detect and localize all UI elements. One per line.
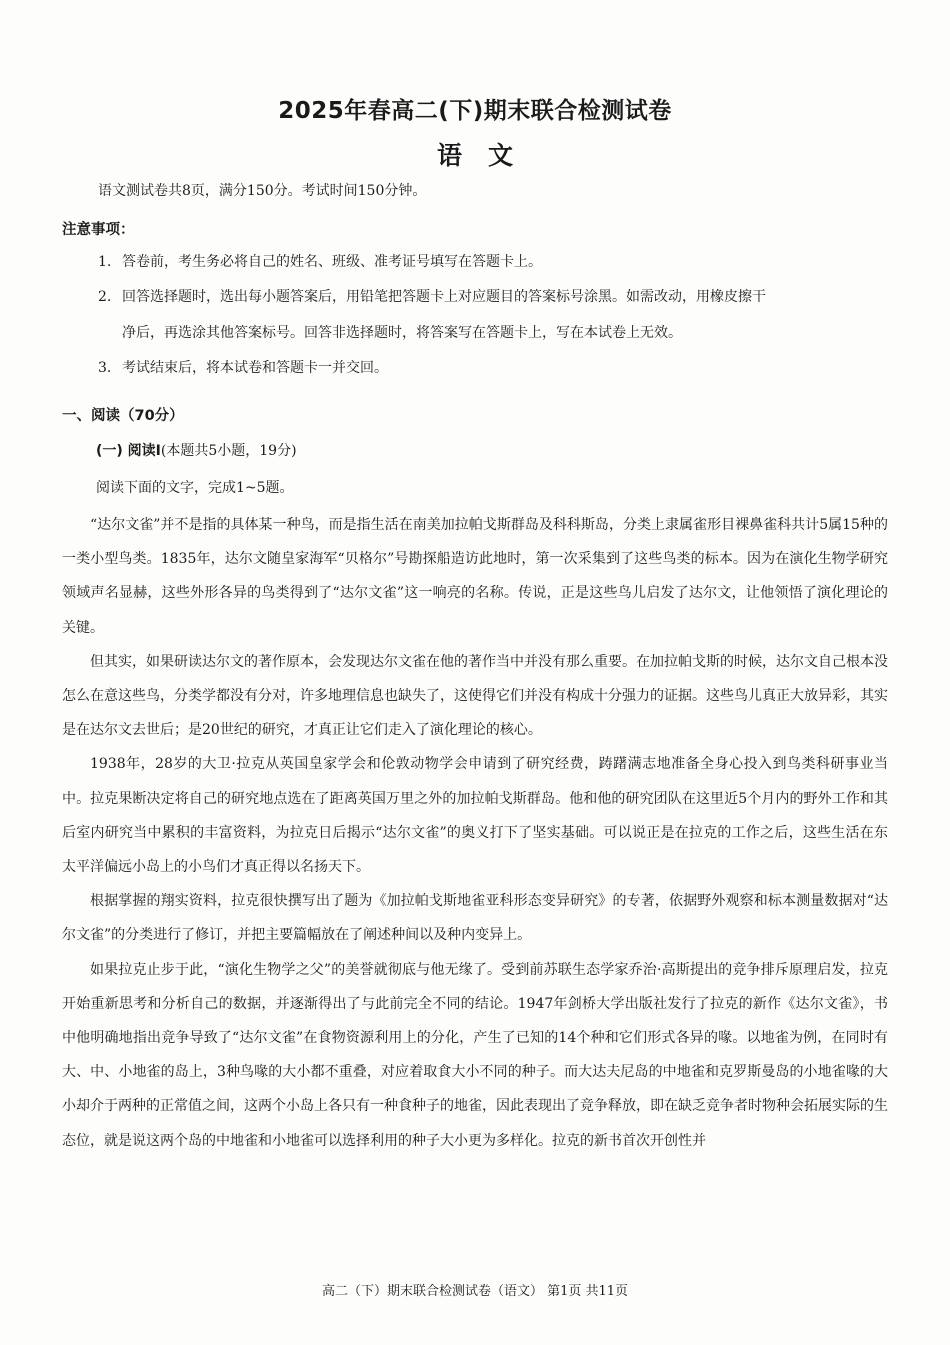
passage-paragraph: 但其实，如果研读达尔文的著作原本，会发现达尔文雀在他的著作当中并没有那么重要。在加拉帕戈斯的时候，达尔文自己根本没怎么在意这些鸟，分类学都没有分对，许多地理信息也缺失了，这使得它们并没有构成十分强力的证据。这些鸟儿真正大放异彩，其实是在达尔文去世后；是20世纪的研究，才真正让它们走入了演化理论的核心。 <box>62 653 888 739</box>
notice-item <box>98 279 890 351</box>
subsection-title: (一) 阅读Ⅰ <box>96 443 161 459</box>
notice-item <box>98 244 890 280</box>
exam-title: 2025年春高二(下)期末联合检测试卷 <box>278 98 672 124</box>
exam-intro: 语文测试卷共8页，满分150分。考试时间150分钟。 <box>98 183 427 199</box>
section-heading: 一、阅读（70分） <box>62 408 184 424</box>
subsection-note: (本题共5小题，19分) <box>160 443 297 459</box>
passage-paragraph: 如果拉克止步于此，“演化生物学之父”的美誉就彻底与他无缘了。受到前苏联生态学家乔治·高斯提出的竞争排斥原理启发，拉克开始重新思考和分析自己的数据，并逐渐得出了与此前完全不同的结论。1947年剑桥大学出版社发行了拉克的新作《达尔文雀》，书中他明确地指出竞争导致了“达尔文雀”在食物资源利用上的分化，产生了已知的14个种和它们形式各异的喙。以地雀为例，在同时有大、中、小地雀的岛上，3种鸟喙的大小都不重叠，对应着取食大小不同的种子。而大达夫尼岛的中地雀和克罗斯曼岛的小地雀喙的大小却介于两种的正常值之间，这两个小岛上各只有一种食种子的地雀，因此表现出了竞争释放，即在缺乏竞争者时物种会拓展实际的生态位，就是说这两个岛的中地雀和小地雀可以选择利用的种子大小更为多样化。拉克的新书首次开创性并 <box>62 961 888 1149</box>
notice-item-text: 考试结束后，将本试卷和答题卡一并交回。 <box>122 360 388 376</box>
notice-item-number: 2. <box>98 289 112 305</box>
reading-instruction: 阅读下面的文字，完成1~5题。 <box>96 480 294 496</box>
notice-item-number: 1. <box>98 254 112 270</box>
page-footer: 高二（下）期末联合检测试卷（语文） 第1页 共11页 <box>321 1284 629 1299</box>
reading-passage <box>62 508 888 1158</box>
notice-item-text: 答卷前，考生务必将自己的姓名、班级、准考证号填写在答题卡上。 <box>122 254 542 270</box>
subsection-heading <box>96 440 297 460</box>
passage-paragraph: 1938年，28岁的大卫·拉克从英国皇家学会和伦敦动物学会申请到了研究经费，踌躇满志地准备全身心投入到鸟类科研事业当中。拉克果断决定将自己的研究地点选在了距离英国万里之外的加拉帕戈斯群岛。他和他的研究团队在这里近5个月内的野外工作和其后室内研究当中累积的丰富资料，为拉克日后揭示“达尔文雀”的奥义打下了坚实基础。可以说正是在拉克的工作之后，这些生活在东太平洋偏远小岛上的小鸟们才真正得以名扬天下。 <box>62 756 888 876</box>
notice-item <box>98 350 890 386</box>
passage-paragraph: “达尔文雀”并不是指的具体某一种鸟，而是指生活在南美加拉帕戈斯群岛及科科斯岛，分类上隶属雀形目裸鼻雀科共计5属15种的一类小型鸟类。1835年，达尔文随皇家海军“贝格尔”号勘探船造访此地时，第一次采集到了这些鸟类的标本。因为在演化生物学研究领域声名显赫，这些外形各异的鸟类得到了“达尔文雀”这一响亮的名称。传说，正是这些鸟儿启发了达尔文，让他领悟了演化理论的关键。 <box>62 517 888 636</box>
notice-heading: 注意事项： <box>62 222 135 238</box>
subject-title: 语文 <box>436 141 539 170</box>
notice-item-continuation: 净后，再选涂其他答案标号。回答非选择题时，将答案写在答题卡上，写在本试卷上无效。 <box>122 325 682 341</box>
notice-item-number: 3. <box>98 360 112 376</box>
passage-paragraph: 根据掌握的翔实资料，拉克很快撰写出了题为《加拉帕戈斯地雀亚科形态变异研究》的专著，依据野外观察和标本测量数据对“达尔文雀”的分类进行了修订，并把主要篇幅放在了阐述种间以及种内变异上。 <box>62 893 888 944</box>
notice-item-text: 回答选择题时，选出每小题答案后，用铅笔把答题卡上对应题目的答案标号涂黑。如需改动，用橡皮擦干 <box>122 289 766 305</box>
